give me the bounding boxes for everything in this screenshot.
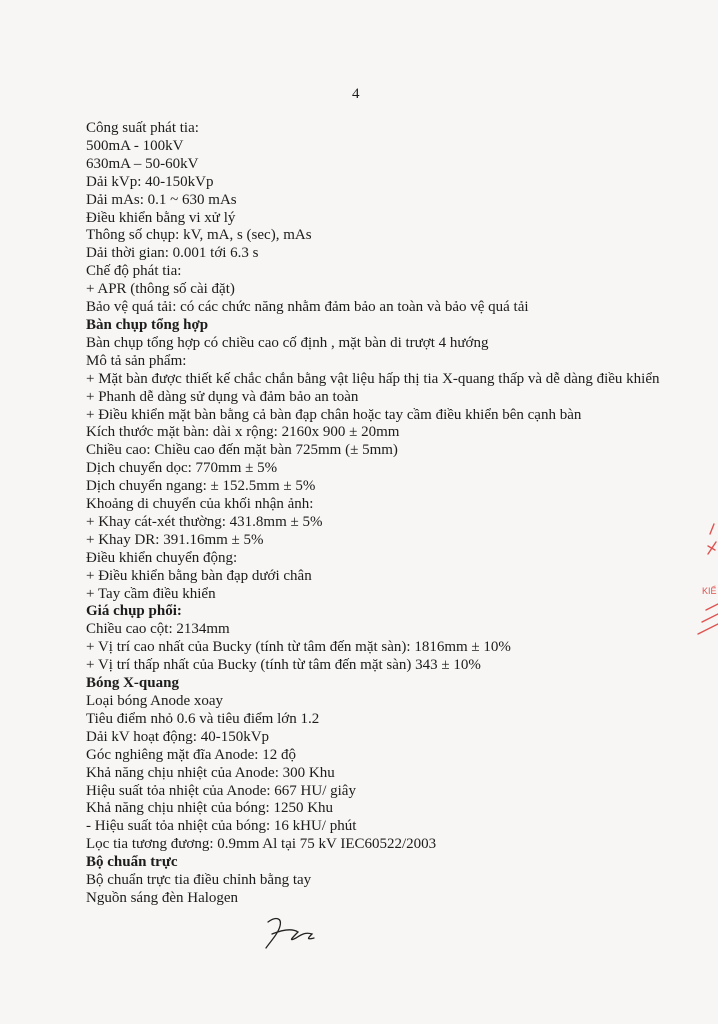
text-line: + Vị trí cao nhất của Bucky (tính từ tâm đến mặt sàn): 1816mm ± 10% <box>86 639 511 656</box>
text-line: Khoảng di chuyển của khối nhận ảnh: <box>86 496 314 513</box>
section-heading: Giá chụp phổi: <box>86 603 182 620</box>
text-line: 500mA - 100kV <box>86 137 184 154</box>
section-heading: Bàn chụp tổng hợp <box>86 316 209 333</box>
text-line: Góc nghiêng mặt đĩa Anode: 12 độ <box>86 746 296 763</box>
text-line: Dải kV hoạt động: 40-150kVp <box>86 728 270 745</box>
text-line: Chiều cao: Chiều cao đến mặt bàn 725mm (± 5mm) <box>86 442 398 459</box>
text-line: + Khay cát-xét thường: 431.8mm ± 5% <box>86 513 323 530</box>
document-body <box>86 120 696 908</box>
text-line: Hiệu suất tỏa nhiệt của Anode: 667 HU/ giây <box>86 782 356 799</box>
text-line: Bảo vệ quá tải: có các chức năng nhằm đảm bảo an toàn và bảo vệ quá tải <box>86 299 529 316</box>
text-line: + Phanh dễ dàng sử dụng và đảm bảo an toàn <box>86 388 359 405</box>
text-line: - Hiệu suất tỏa nhiệt của bóng: 16 kHU/ phút <box>86 818 357 835</box>
text-line: + Khay DR: 391.16mm ± 5% <box>86 531 264 548</box>
text-line: Dịch chuyển ngang: ± 152.5mm ± 5% <box>86 478 316 495</box>
text-line: 630mA – 50-60kV <box>86 155 199 172</box>
text-line: + APR (thông số cài đặt) <box>86 281 235 298</box>
text-line: + Mặt bàn được thiết kế chắc chắn bằng vật liệu hấp thị tia X-quang thấp và dễ dàng điều khiển <box>86 370 660 387</box>
page-number: 4 <box>352 86 360 102</box>
text-line: Khả năng chịu nhiệt của Anode: 300 Khu <box>86 764 335 781</box>
text-line: Dải kVp: 40-150kVp <box>86 173 214 190</box>
text-line: Điều khiển bằng vi xử lý <box>86 209 236 226</box>
text-line: Loại bóng Anode xoay <box>86 693 224 709</box>
text-line: Thông số chụp: kV, mA, s (sec), mAs <box>86 227 312 244</box>
text-line: Kích thước mặt bàn: dài x rộng: 2160x 900 ± 20mm <box>86 424 400 441</box>
text-line: Điều khiển chuyển động: <box>86 549 238 566</box>
text-line: Chế độ phát tia: <box>86 263 182 280</box>
stamp-text: KIỂ <box>702 586 717 596</box>
text-line: Lọc tia tương đương: 0.9mm Al tại 75 kV IEC60522/2003 <box>86 836 437 853</box>
text-line: Mô tả sản phẩm: <box>86 352 187 369</box>
text-line: Khả năng chịu nhiệt của bóng: 1250 Khu <box>86 800 334 817</box>
text-line: + Điều khiển bằng bàn đạp dưới chân <box>86 567 312 584</box>
text-line: Bàn chụp tổng hợp có chiều cao cố định , mặt bàn di trượt 4 hướng <box>86 334 489 351</box>
text-line: + Vị trí thấp nhất của Bucky (tính từ tâm đến mặt sàn) 343 ± 10% <box>86 657 481 674</box>
text-line: Công suất phát tia: <box>86 120 199 136</box>
text-line: Dải thời gian: 0.001 tới 6.3 s <box>86 245 259 262</box>
text-line: Dịch chuyển dọc: 770mm ± 5% <box>86 460 278 477</box>
section-heading: Bộ chuẩn trực <box>86 854 178 871</box>
text-line: Nguồn sáng đèn Halogen <box>86 889 239 906</box>
text-line: + Tay cầm điều khiển <box>86 585 216 602</box>
section-heading: Bóng X-quang <box>86 675 179 692</box>
text-line: Dải mAs: 0.1 ~ 630 mAs <box>86 191 237 208</box>
text-line: + Điều khiển mặt bàn bằng cả bàn đạp chân hoặc tay cầm điều khiển bên cạnh bàn <box>86 406 582 423</box>
text-line: Tiêu điểm nhỏ 0.6 và tiêu điểm lớn 1.2 <box>86 710 320 727</box>
red-stamp-mark <box>688 520 718 640</box>
text-line: Bộ chuẩn trực tia điều chỉnh bằng tay <box>86 872 312 889</box>
signature-mark <box>262 912 318 952</box>
text-line: Chiều cao cột: 2134mm <box>86 621 230 638</box>
